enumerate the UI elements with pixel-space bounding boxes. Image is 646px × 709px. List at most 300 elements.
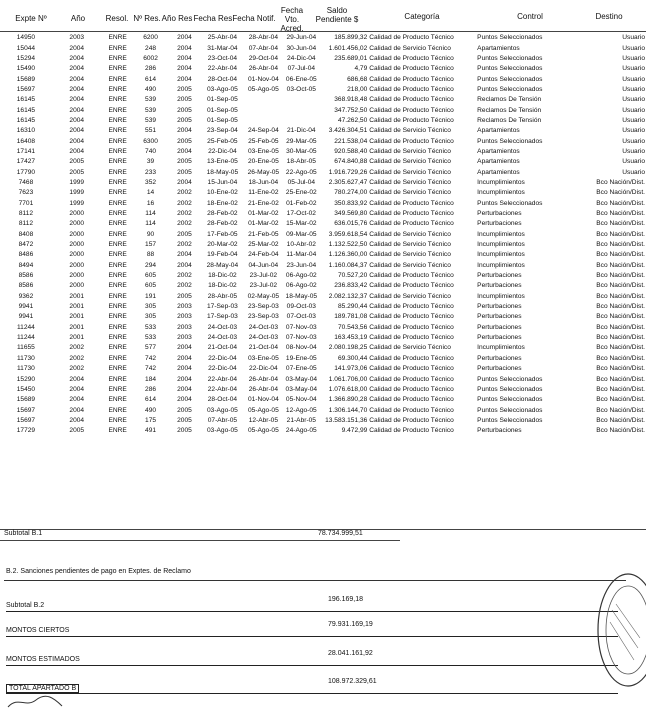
cell-fecha-vto [283,95,319,105]
cell-fecha-vto: 07-Oct-03 [286,313,316,321]
cell-nres: 539 [145,116,157,124]
cell-control: Incumplimientos [477,251,525,259]
cell-anio-res: 2002 [177,210,192,218]
cell-destino: Usuario [622,116,645,124]
cell-fecha-res: 22-Dic-04 [208,354,237,362]
table-row [0,230,646,240]
cell-fecha-vto: 30-Jun-04 [286,44,317,52]
cell-fecha-vto: 29-Mar-05 [286,137,317,145]
cell-destino: Bco Nación/Dist. [596,416,645,424]
cell-anio: 2004 [69,116,85,124]
cell-resol: ENRE [108,313,127,321]
cell-resol: ENRE [108,416,127,424]
cell-fecha-vto: 24-Dic-04 [287,54,316,62]
header-fecha-vto: Fecha Vto. Acred. [280,6,304,33]
cell-fecha-res: 01-Sep-05 [207,116,238,124]
cell-saldo: 221.538,04 [334,137,368,145]
cell-nres: 491 [145,427,157,435]
cell-saldo: 141.973,06 [334,365,368,373]
cell-categoria: Calidad de Producto Técnico [369,313,454,321]
cell-fecha-vto: 12-Ago-05 [285,406,317,414]
cell-fecha-notif: 04-Jun-04 [248,261,279,269]
cell-fecha-res: 19-Feb-04 [207,251,238,259]
cell-saldo: 349.569,80 [334,210,368,218]
cell-categoria: Calidad de Producto Técnico [369,406,454,414]
cell-expte: 7701 [18,199,34,207]
cell-fecha-res: 17-Sep-03 [207,313,238,321]
cell-fecha-notif: 24-Oct-03 [248,323,279,331]
montos-estimados-rule [6,665,618,666]
header-control: Control [517,12,543,21]
table-row [0,312,646,322]
header-expte: Expte Nº [15,14,47,23]
cell-nres: 614 [145,396,157,404]
cell-anio-res: 2004 [177,261,192,269]
cell-fecha-res: 28-May-04 [206,261,239,269]
cell-fecha-vto [283,116,319,126]
cell-destino: Bco Nación/Dist. [596,396,645,404]
cell-anio-res: 2005 [177,158,192,166]
table-row [0,405,646,415]
subtotal-b1-value: 78.734.999,51 [318,530,363,537]
cell-anio-res: 2004 [177,34,192,42]
cell-anio-res: 2004 [177,251,192,259]
cell-resol: ENRE [108,241,127,249]
cell-categoria: Calidad de Producto Técnico [369,282,454,290]
cell-anio-res: 2002 [177,189,192,197]
cell-categoria: Calidad de Producto Técnico [369,272,454,280]
cell-fecha-res: 18-Ene-02 [207,199,238,207]
cell-anio: 2004 [69,147,85,155]
cell-nres: 39 [146,158,155,166]
cell-resol: ENRE [108,427,127,435]
cell-anio-res: 2002 [177,241,192,249]
cell-fecha-notif: 07-Abr-04 [248,44,279,52]
cell-anio-res: 2005 [177,106,192,114]
cell-control: Puntos Seleccionados [477,34,543,42]
cell-resol: ENRE [108,344,127,352]
cell-fecha-res: 22-Abr-04 [207,65,238,73]
cell-anio-res: 2005 [177,96,192,104]
header-anio: Año [70,14,86,23]
cell-categoria: Calidad de Producto Técnico [369,106,454,114]
subtotal-b2-rule [6,611,618,612]
cell-anio-res: 2004 [177,354,192,362]
cell-anio-res: 2005 [177,85,192,93]
cell-control: Perturbaciones [477,334,522,342]
cell-fecha-vto: 05-Nov-04 [285,396,317,404]
cell-categoria: Calidad de Servicio Técnico [369,241,451,249]
cell-nres: 248 [145,44,157,52]
cell-expte: 8586 [18,272,34,280]
cell-resol: ENRE [108,189,127,197]
cell-anio-res: 2005 [177,406,192,414]
cell-nres: 305 [145,303,157,311]
cell-anio: 2000 [69,251,85,259]
cell-expte: 15689 [16,396,36,404]
cell-nres: 6002 [143,54,158,62]
cell-nres: 6300 [143,137,158,145]
cell-nres: 184 [145,375,157,383]
cell-control: Perturbaciones [477,272,522,280]
header-saldo: Saldo Pendiente $ [315,6,359,24]
cell-anio-res: 2004 [177,385,192,393]
cell-fecha-vto: 09-Oct-03 [286,303,316,311]
cell-resol: ENRE [108,375,127,383]
cell-fecha-notif: 01-Mar-02 [248,220,279,228]
cell-expte: 8586 [18,282,34,290]
cell-anio-res: 2004 [177,365,192,373]
cell-anio: 2004 [69,385,85,393]
cell-fecha-notif: 23-Jul-02 [249,282,278,290]
cell-saldo: 780.274,00 [334,189,368,197]
cell-resol: ENRE [108,230,127,238]
cell-destino: Bco Nación/Dist. [596,178,645,186]
cell-categoria: Calidad de Producto Técnico [369,96,454,104]
cell-nres: 577 [145,344,157,352]
cell-resol: ENRE [108,147,127,155]
cell-saldo: 70.527,20 [337,272,368,280]
cell-fecha-notif: 03-Ene-05 [247,354,279,362]
cell-destino: Bco Nación/Dist. [596,230,645,238]
cell-control: Incumplimientos [477,292,525,300]
cell-expte: 8494 [18,261,34,269]
header-nres: Nº Res. [133,14,161,23]
cell-control: Puntos Seleccionados [477,406,543,414]
cell-fecha-res: 03-Ago-05 [207,85,238,93]
cell-expte: 15450 [16,385,36,393]
cell-anio-res: 2005 [177,168,192,176]
cell-fecha-res: 25-Abr-04 [207,34,238,42]
cell-fecha-res: 25-Feb-05 [207,137,238,145]
cell-saldo: 1.160.084,37 [328,261,368,269]
cell-expte: 11730 [16,365,35,373]
cell-categoria: Calidad de Servicio Técnico [369,230,451,238]
cell-nres: 90 [146,230,155,238]
cell-anio-res: 2005 [177,116,192,124]
cell-saldo: 1.601.456,02 [328,44,368,52]
cell-categoria: Calidad de Servicio Técnico [369,292,451,300]
cell-nres: 533 [145,334,157,342]
cell-anio-res: 2002 [177,272,192,280]
cell-destino: Usuario [622,106,645,114]
table-row [0,157,646,167]
cell-resol: ENRE [108,34,127,42]
cell-fecha-res: 22-Dic-04 [208,365,237,373]
cell-categoria: Calidad de Servicio Técnico [369,44,451,52]
cell-categoria: Calidad de Producto Técnico [369,85,454,93]
cell-control: Apartamientos [477,44,520,52]
cell-resol: ENRE [108,158,127,166]
cell-control: Puntos Seleccionados [477,65,543,73]
cell-expte: 8112 [18,220,34,228]
cell-fecha-notif: 23-Sep-03 [247,313,279,321]
table-row [0,416,646,426]
cell-fecha-notif: 22-Dic-04 [249,365,278,373]
cell-nres: 740 [145,147,157,155]
cell-anio-res: 2002 [177,282,192,290]
table-row [0,199,646,209]
cell-control: Perturbaciones [477,282,522,290]
cell-fecha-vto [283,105,319,115]
cell-anio: 2000 [69,220,85,228]
cell-fecha-vto: 22-Ago-05 [285,168,317,176]
cell-destino: Bco Nación/Dist. [596,210,645,218]
cell-categoria: Calidad de Producto Técnico [369,116,454,124]
cell-fecha-vto: 24-Ago-05 [285,427,317,435]
cell-categoria: Calidad de Producto Técnico [369,354,454,362]
cell-resol: ENRE [108,303,127,311]
cell-categoria: Calidad de Servicio Técnico [369,158,451,166]
cell-saldo: 2.080.198,25 [328,344,368,352]
cell-destino: Bco Nación/Dist. [596,354,645,362]
cell-anio-res: 2004 [177,75,192,83]
cell-nres: 742 [145,365,157,373]
cell-control: Puntos Seleccionados [477,416,543,424]
cell-anio: 2000 [69,210,85,218]
cell-nres: 490 [145,406,157,414]
cell-anio: 2004 [69,65,85,73]
cell-nres: 88 [146,251,155,259]
table-row [0,374,646,384]
cell-nres: 14 [146,189,155,197]
cell-fecha-res: 18-Dic-02 [208,272,237,280]
cell-anio-res: 2005 [177,416,192,424]
cell-categoria: Calidad de Servicio Técnico [369,251,451,259]
cell-resol: ENRE [108,406,127,414]
cell-resol: ENRE [108,272,127,280]
cell-resol: ENRE [108,168,127,176]
cell-fecha-vto: 21-Abr-05 [286,416,316,424]
cell-resol: ENRE [108,137,127,145]
cell-fecha-notif: 24-Oct-03 [248,334,279,342]
cell-fecha-vto: 03-May-04 [285,385,318,393]
table-row [0,147,646,157]
cell-fecha-notif: 25-Feb-05 [248,137,279,145]
cell-expte: 11730 [16,354,35,362]
table-row [0,64,646,74]
cell-saldo: 47.262,50 [337,116,368,124]
cell-fecha-res: 31-Mar-04 [207,44,238,52]
table-row [0,95,646,105]
cell-anio: 2000 [69,241,85,249]
cell-expte: 15290 [16,375,36,383]
cell-fecha-vto: 15-Mar-02 [286,220,317,228]
table-row [0,302,646,312]
cell-fecha-notif: 18-Jun-04 [248,178,279,186]
cell-fecha-notif: 02-May-05 [247,292,280,300]
cell-categoria: Calidad de Producto Técnico [369,210,454,218]
cell-fecha-vto: 25-Ene-02 [285,189,317,197]
total-rule [6,693,618,694]
cell-destino: Usuario [622,44,645,52]
cell-resol: ENRE [108,75,127,83]
table-row [0,323,646,333]
table-body [0,33,646,436]
cell-resol: ENRE [108,220,127,228]
cell-resol: ENRE [108,127,127,135]
table-row [0,43,646,53]
cell-expte: 8486 [18,251,34,259]
cell-nres: 6200 [143,34,158,42]
cell-destino: Bco Nación/Dist. [596,272,645,280]
cell-anio-res: 2003 [177,323,192,331]
cell-anio: 2004 [69,396,85,404]
cell-categoria: Calidad de Servicio Técnico [369,261,451,269]
cell-resol: ENRE [108,199,127,207]
montos-estimados-label: MONTOS ESTIMADOS [6,656,80,663]
cell-expte: 7468 [18,178,34,186]
cell-destino: Bco Nación/Dist. [596,261,645,269]
cell-nres: 286 [145,65,157,73]
cell-control: Perturbaciones [477,354,522,362]
cell-saldo: 1.061.706,00 [328,375,368,383]
cell-nres: 157 [145,241,157,249]
cell-resol: ENRE [108,365,127,373]
cell-resol: ENRE [108,96,127,104]
cell-categoria: Calidad de Servicio Técnico [369,147,451,155]
cell-fecha-notif: 21-Ene-02 [247,199,279,207]
cell-fecha-res: 22-Dic-04 [208,147,237,155]
cell-control: Incumplimientos [477,241,525,249]
cell-expte: 15294 [16,54,36,62]
cell-expte: 16310 [16,127,36,135]
cell-fecha-vto: 06-Ago-02 [285,272,317,280]
cell-fecha-vto: 07-Jul-04 [287,65,316,73]
table-row [0,209,646,219]
cell-expte: 9941 [18,313,34,321]
cell-fecha-notif: 29-Oct-04 [248,54,279,62]
cell-destino: Usuario [622,54,645,62]
cell-expte: 14950 [16,34,36,42]
cell-fecha-res: 28-Oct-04 [207,396,238,404]
sanciones-table [0,33,646,436]
cell-fecha-notif: 01-Mar-02 [248,210,279,218]
cell-destino: Bco Nación/Dist. [596,251,645,259]
cell-anio: 2005 [69,427,85,435]
cell-fecha-vto: 23-Jun-04 [286,261,317,269]
table-row [0,292,646,302]
cell-fecha-res: 23-Sep-04 [207,127,238,135]
cell-anio: 2005 [69,158,85,166]
cell-expte: 7623 [18,189,34,197]
cell-nres: 305 [145,313,157,321]
cell-expte: 11655 [16,344,35,352]
cell-fecha-notif: 01-Nov-04 [247,75,279,83]
cell-anio: 2000 [69,261,85,269]
cell-fecha-notif: 23-Sep-03 [247,303,279,311]
cell-destino: Bco Nación/Dist. [596,375,645,383]
cell-saldo: 920.588,40 [334,147,368,155]
cell-fecha-vto: 17-Oct-02 [286,210,316,218]
table-row [0,33,646,43]
cell-destino: Bco Nación/Dist. [596,313,645,321]
table-row [0,385,646,395]
cell-fecha-res: 23-Oct-04 [207,54,238,62]
table-row [0,219,646,229]
cell-resol: ENRE [108,116,127,124]
cell-resol: ENRE [108,282,127,290]
section-b2-title: B.2. Sanciones pendientes de pago en Exptes. de Reclamo [6,568,191,575]
cell-control: Apartamientos [477,158,520,166]
cell-categoria: Calidad de Producto Técnico [369,365,454,373]
cell-anio: 2005 [69,168,85,176]
cell-expte: 16145 [16,96,36,104]
cell-anio-res: 2003 [177,334,192,342]
cell-fecha-vto: 03-May-04 [285,375,318,383]
cell-fecha-res: 22-Abr-04 [207,385,238,393]
montos-ciertos-rule [6,636,618,637]
cell-nres: 605 [145,282,157,290]
cell-categoria: Calidad de Producto Técnico [369,396,454,404]
cell-anio: 2004 [69,375,85,383]
cell-resol: ENRE [108,385,127,393]
cell-fecha-vto: 09-Mar-05 [286,230,317,238]
cell-saldo: 636.015,76 [334,220,368,228]
cell-fecha-res: 18-May-05 [206,168,239,176]
header-fecha-notif: Fecha Notif. [232,14,276,23]
cell-anio-res: 2004 [177,396,192,404]
cell-fecha-res: 28-Oct-04 [207,75,238,83]
cell-control: Incumplimientos [477,189,525,197]
cell-fecha-vto: 10-Abr-02 [286,241,316,249]
cell-fecha-vto: 19-Ene-05 [285,354,317,362]
cell-anio-res: 2005 [177,427,192,435]
cell-categoria: Calidad de Servicio Técnico [369,344,451,352]
cell-expte: 16145 [16,116,36,124]
table-row [0,136,646,146]
cell-expte: 9941 [18,303,34,311]
cell-resol: ENRE [108,44,127,52]
cell-categoria: Calidad de Servicio Técnico [369,168,451,176]
cell-destino: Bco Nación/Dist. [596,385,645,393]
cell-control: Perturbaciones [477,220,522,228]
cell-anio: 2004 [69,127,85,135]
table-row [0,54,646,64]
cell-saldo: 185.899,32 [334,34,368,42]
cell-fecha-notif [243,116,283,126]
cell-fecha-notif: 26-Abr-04 [248,375,279,383]
cell-destino: Usuario [622,34,645,42]
cell-destino: Usuario [622,96,645,104]
cell-fecha-vto: 08-Nov-04 [285,344,317,352]
cell-saldo: 235.689,01 [334,54,368,62]
cell-fecha-res: 22-Abr-04 [207,375,238,383]
cell-resol: ENRE [108,178,127,186]
cell-saldo: 163.453,19 [334,334,368,342]
cell-control: Puntos Seleccionados [477,385,543,393]
cell-anio: 2004 [69,416,85,424]
cell-fecha-res: 28-Abr-05 [207,292,238,300]
cell-anio: 2002 [69,344,85,352]
cell-control: Perturbaciones [477,210,522,218]
cell-fecha-res: 28-Feb-02 [207,220,238,228]
cell-fecha-notif: 21-Oct-04 [248,344,279,352]
cell-fecha-vto: 07-Nov-03 [285,323,317,331]
cell-anio: 2004 [69,85,85,93]
cell-anio-res: 2004 [177,127,192,135]
cell-fecha-notif: 25-Mar-02 [248,241,279,249]
cell-expte: 8472 [18,241,34,249]
cell-expte: 9362 [18,292,34,300]
seal-stamp [594,570,646,690]
cell-anio-res: 2005 [177,292,192,300]
cell-categoria: Calidad de Producto Técnico [369,220,454,228]
cell-fecha-notif: 01-Nov-04 [247,396,279,404]
cell-anio-res: 2004 [177,178,192,186]
cell-anio: 2004 [69,406,85,414]
cell-fecha-res: 10-Ene-02 [207,189,238,197]
